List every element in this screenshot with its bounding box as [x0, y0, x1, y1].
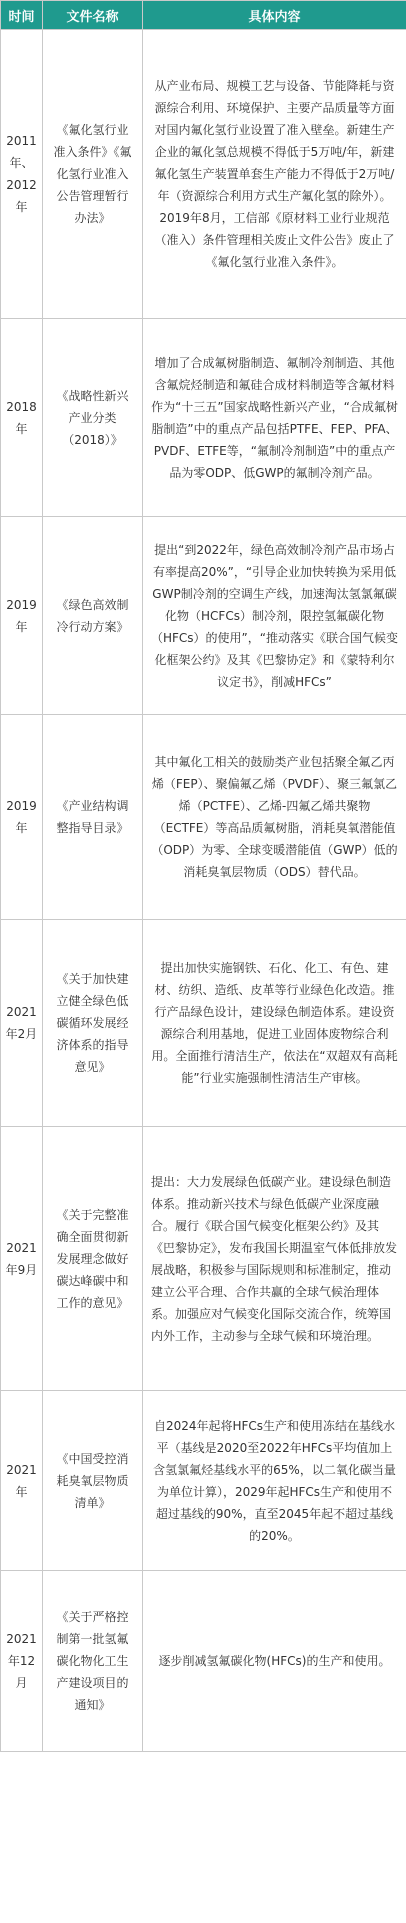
table-row — [1, 1127, 406, 1391]
row-content: 其中氟化工相关的鼓励类产业包括聚全氟乙丙烯（FEP）、聚偏氟乙烯（PVDF）、聚三氟氯乙烯（PCTFE）、乙烯-四氟乙烯共聚物（ECTFE）等高品质氟树脂，消耗臭氧潜能值（ODP）为零、全球变暖潜能值（GWP）低的消耗臭氧层物质（ODS）替代品。 — [143, 715, 406, 920]
table-row — [1, 715, 406, 920]
header-document-name: 文件名称 — [43, 1, 143, 30]
row-document: 《关于严格控制第一批氢氟碳化物化工生产建设项目的通知》 — [43, 1571, 143, 1752]
header-details: 具体内容 — [143, 1, 406, 30]
table-row — [1, 1571, 406, 1752]
row-time: 2021年 — [1, 1391, 43, 1571]
row-document: 《产业结构调整指导目录》 — [43, 715, 143, 920]
table-row — [1, 30, 406, 319]
row-time: 2018年 — [1, 319, 43, 517]
table-row — [1, 920, 406, 1127]
row-document: 《关于加快建立健全绿色低碳循环发展经济体系的指导意见》 — [43, 920, 143, 1127]
table-row — [1, 319, 406, 517]
row-content: 提出：大力发展绿色低碳产业。建设绿色制造体系。推动新兴技术与绿色低碳产业深度融合。履行《联合国气候变化框架公约》及其《巴黎协定》，发布我国长期温室气体低排放发展战略，积极参与国际规则和标准制定，推动建立公平合理、合作共赢的全球气候治理体系。加强应对气候变化国际交流合作，统筹国内外工作，主动参与全球气候和环境治理。 — [143, 1127, 406, 1391]
row-time: 2019年 — [1, 715, 43, 920]
row-content: 提出加快实施钢铁、石化、化工、有色、建材、纺织、造纸、皮革等行业绿色化改造。推行产品绿色设计，建设绿色制造体系。建设资源综合利用基地，促进工业固体废物综合利用。全面推行清洁生产，依法在“双超双有高耗能”行业实施强制性清洁生产审核。 — [143, 920, 406, 1127]
table-row — [1, 517, 406, 715]
row-content: 增加了合成氟树脂制造、氟制冷剂制造、其他含氟烷烃制造和氟硅合成材料制造等含氟材料作为“十三五”国家战略性新兴产业，“合成氟树脂制造”中的重点产品包括PTFE、FEP、PFA、PVDF、ETFE等，“氟制冷剂制造”中的重点产品为零ODP、低GWP的氟制冷剂产品。 — [143, 319, 406, 517]
table-row — [1, 1391, 406, 1571]
row-content: 自2024年起将HFCs生产和使用冻结在基线水平（基线是2020至2022年HFCs平均值加上含氢氯氟烃基线水平的65%，以二氧化碳当量为单位计算），2029年起HFCs生产和使用不超过基线的90%，直至2045年起不超过基线的20%。 — [143, 1391, 406, 1571]
row-content: 逐步削减氢氟碳化物(HFCs)的生产和使用。 — [143, 1571, 406, 1752]
row-time: 2021年12月 — [1, 1571, 43, 1752]
table-header-row — [1, 1, 406, 30]
row-content: 提出“到2022年，绿色高效制冷剂产品市场占有率提高20%”，“引导企业加快转换为采用低GWP制冷剂的空调生产线，加速淘汰氢氯氟碳化物（HCFCs）制冷剂，限控氢氟碳化物（HFCs）的使用”，“推动落实《联合国气候变化框架公约》及其《巴黎协定》和《蒙特利尔议定书》，削减HFCs” — [143, 517, 406, 715]
row-document: 《关于完整准确全面贯彻新发展理念做好碳达峰碳中和工作的意见》 — [43, 1127, 143, 1391]
row-content: 从产业布局、规模工艺与设备、节能降耗与资源综合利用、环境保护、主要产品质量等方面对国内氟化氢行业设置了准入壁垒。新建生产企业的氟化氢总规模不得低于5万吨/年，新建氟化氢生产装置单套生产能力不得低于2万吨/年（资源综合利用方式生产氟化氢的除外）。2019年8月，工信部《原材料工业行业规范（准入）条件管理相关废止文件公告》废止了《氟化氢行业准入条件》。 — [143, 30, 406, 319]
row-document: 《绿色高效制冷行动方案》 — [43, 517, 143, 715]
row-time: 2011年、2012年 — [1, 30, 43, 319]
row-time: 2021年2月 — [1, 920, 43, 1127]
row-document: 《中国受控消耗臭氧层物质清单》 — [43, 1391, 143, 1571]
row-time: 2021年9月 — [1, 1127, 43, 1391]
row-time: 2019年 — [1, 517, 43, 715]
row-document: 《战略性新兴产业分类（2018）》 — [43, 319, 143, 517]
row-document: 《氟化氢行业准入条件》《氟化氢行业准入公告管理暂行办法》 — [43, 30, 143, 319]
header-time: 时间 — [1, 1, 43, 30]
